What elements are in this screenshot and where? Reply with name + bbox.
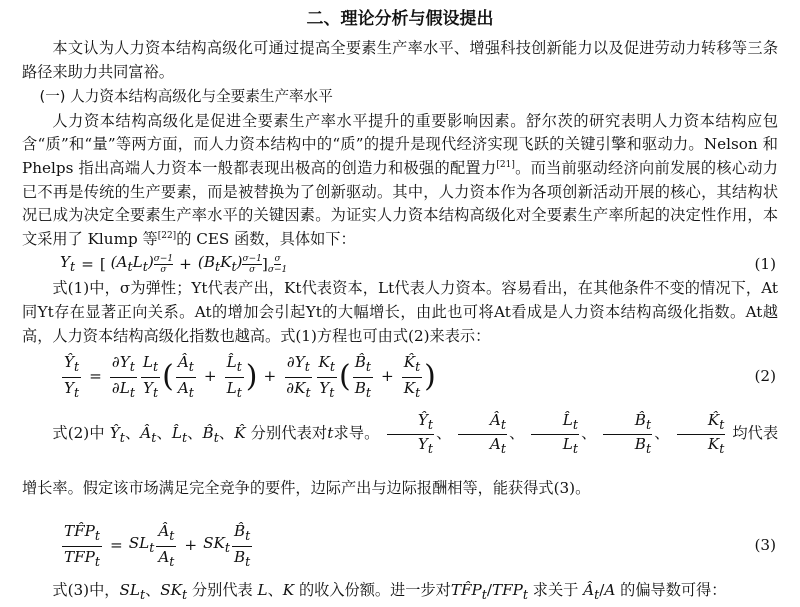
para4-text-e: 的偏导数可得： <box>620 581 727 600</box>
para4-text-c: 的收入份额。进一步对 <box>298 581 451 600</box>
para3-text-a: 式(2)中 <box>52 424 105 443</box>
equation-1-body: $Y_t$ = [ $(A_tL_t)$ $\frac{\sigma-1}{\sigma}$ + $(B_tK_t)$ $\frac{\sigma-1}{\sigma}$ ] $\frac{\sigma}{\sigma-1}$ <box>60 252 288 275</box>
paragraph-2: 式(1)中，σ为弹性；Yt代表产出，Kt代表资本，Lt代表人力资本。容易看出，在其他条件不变的情况下，At同Yt存在显著正向关系。At的增加会引起Yt的大幅增长，由此也可将At看成是人力资本结构高级化指数。At越高，人力资本结构高级化指数也越高。式(1)方程也可由式(2)来表示： <box>22 279 778 345</box>
para1-text-a: 人力资本结构高级化是促进全要素生产率水平提升的重要影响因素。舒尔茨的研究表明人力资本结构应包含“质”和“量”等两方面，而人力资本结构中的“质”的提升是现代经济实现飞跃的关键引擎和驱动力。Nelson 和 Phelps 指出高端人力资本一般都表现出极高的创造力和极强的配置力 <box>22 111 778 177</box>
equation-2-body: $\frac{Ŷ_t}{Y_t}$ = $\frac{\partial Y_t}{\partial L_t}$ $\frac{L_t}{Y_t}$ ( $\frac{Â_t}{A_t}$ + $\frac{L̂_t}{L_t}$ ) + $\frac{\partial Y_t}{\partial K_t}$ $\frac{K_t}{Y_t}$ ( $\frac{B̂_t}{B_t}$ + $\frac{K̂_t}{K_t}$ ) <box>64 352 436 400</box>
para1-text-c: 的 CES 函数，具体如下： <box>176 229 356 248</box>
para4-text-b: 分别代表 <box>191 581 253 600</box>
equation-3 <box>22 517 778 575</box>
equation-1 <box>22 251 778 277</box>
section-title: 二、理论分析与假设提出 <box>306 9 494 29</box>
citation-22[interactable]: [22] <box>157 230 177 241</box>
citation-21[interactable]: [21] <box>496 159 515 170</box>
paragraph-1 <box>22 110 778 252</box>
equation-3-number: (3) <box>754 536 776 555</box>
para3-text-d: 均代表增长率。假定该市场满足完全竞争的要件，边际产出与边际报酬相等，能获得式(3)。 <box>22 424 779 498</box>
equation-2 <box>22 348 778 406</box>
subsection-title: (一) 人力资本结构高级化与全要素生产率水平 <box>39 88 333 106</box>
para4-text-d: 求关于 <box>532 581 579 600</box>
paragraph-3-line-1: 式(2)中 $Ŷ_t$、$Â_t$、$L̂_t$、$B̂_t$、K̂ 分别代表对t求导。 $\frac{Ŷ_t}{Y_t}$ 、 $\frac{Â_t}{A_t}$ 、 $\frac{L̂_t}{L_t}$ 、 $\frac{B̂_t}{B_t}$ 、 $\frac{K̂_t}{K_t}$ 均代表增长率。假定该市场满足完全竞争的要件，边际产出与边际报酬相等，能获得式(3)。 <box>22 410 779 498</box>
para3-text-b: 分别代表对 <box>250 424 328 443</box>
paragraph-4: 式(3)中，$SL_t$、$SK_t$ 分别代表 L、K 的收入份额。进一步对$TF̂P_t/TFP_t$ 求关于 $Â_t/A$ 的偏导数可得： <box>52 581 727 603</box>
equation-1-number: (1) <box>754 254 776 273</box>
para1-text-b: 。而当前驱动经济向前发展的核心动力已不再是传统的生产要素，而是被替换为了创新驱动。其中，人力资本作为各项创新活动开展的核心，其结构状况已成为决定全要素生产率水平的关键因素。为证实人力资本结构高级化对全要素生产率所起的决定性作用，本文采用了 Klump 等 <box>22 158 778 248</box>
equation-2-number: (2) <box>754 367 776 386</box>
intro-paragraph: 本文认为人力资本结构高级化可通过提高全要素生产率水平、增强科技创新能力以及促进劳动力转移等三条路径来助力共同富裕。 <box>22 39 778 81</box>
equation-3-body: $\frac{TF̂P_t}{TFP_t}$ = $SL_t$ $\frac{Â_t}{A_t}$ + $SK_t$ $\frac{B̂_t}{B_t}$ <box>64 521 251 569</box>
para4-text-a: 式(3)中， <box>52 581 120 600</box>
para3-text-c: 求导。 <box>333 424 380 443</box>
